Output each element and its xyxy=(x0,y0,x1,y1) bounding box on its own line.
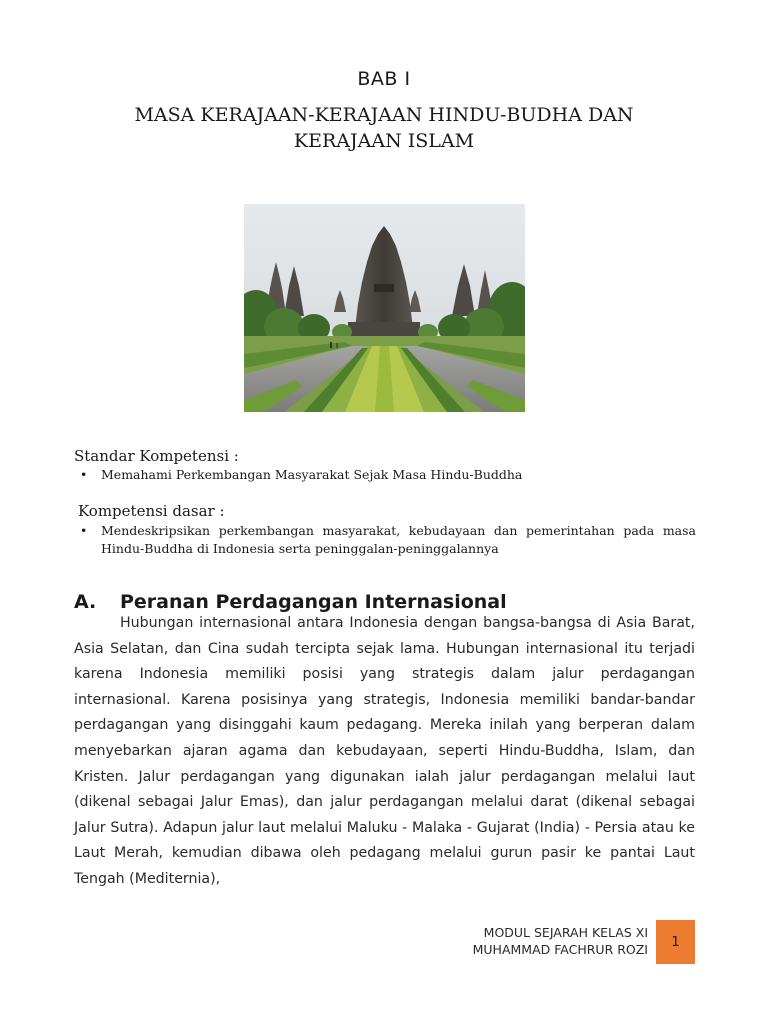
kompetensi-dasar-item: • Mendeskripsikan perkembangan masyarakat, kebudayaan dan pemerintahan pada masa Hindu-Buddha di Indonesia serta peninggalan-peninggalannya xyxy=(80,523,696,556)
footer-module-title: MODUL SEJARAH KELAS XI xyxy=(483,925,648,940)
bullet-icon: • xyxy=(80,523,88,538)
standar-kompetensi-label: Standar Kompetensi : xyxy=(74,447,239,465)
section-heading xyxy=(74,591,507,613)
bullet-icon: • xyxy=(80,467,88,482)
footer-author: MUHAMMAD FACHRUR ROZI xyxy=(472,942,648,957)
page-number-badge: 1 xyxy=(656,920,695,964)
body-paragraph: Hubungan internasional antara Indonesia dengan bangsa-bangsa di Asia Barat, Asia Selatan, dan Cina sudah tercipta sejak lama. Hubungan internasional itu terjadi karena Indonesia memiliki posisi yang strategis dalam jalur perdagangan internasional. Karena posisinya yang strategis, Indonesia memiliki bandar-bandar perdagangan yang disinggahi kaum pedagang. Mereka inilah yang berperan dalam menyebarkan ajaran agama dan kebudayaan, seperti Hindu-Buddha, Islam, dan Kristen. Jalur perdagangan yang digunakan ialah jalur perdagangan melalui laut (dikenal sebagai Jalur Emas), dan jalur perdagangan melalui darat (dikenal sebagai Jalur Sutra). Adapun jalur laut melalui Maluku - Malaka - Gujarat (India) - Persia atau ke Laut Merah, kemudian dibawa oleh pedagang melalui gurun pasir ke pantai Laut Tengah (Mediternia), xyxy=(74,615,695,887)
chapter-title: MASA KERAJAAN-KERAJAAN HINDU-BUDHA DAN KERAJAAN ISLAM xyxy=(134,104,634,152)
section-title: Peranan Perdagangan Internasional xyxy=(120,591,507,613)
kompetensi-dasar-label: Kompetensi dasar : xyxy=(78,502,225,520)
footer-text xyxy=(473,924,648,958)
section-number: A. xyxy=(74,591,97,613)
temple-photo xyxy=(244,204,525,412)
standar-kompetensi-item: • Memahami Perkembangan Masyarakat Sejak Masa Hindu-Buddha xyxy=(80,467,523,482)
chapter-label: BAB I xyxy=(357,68,411,90)
